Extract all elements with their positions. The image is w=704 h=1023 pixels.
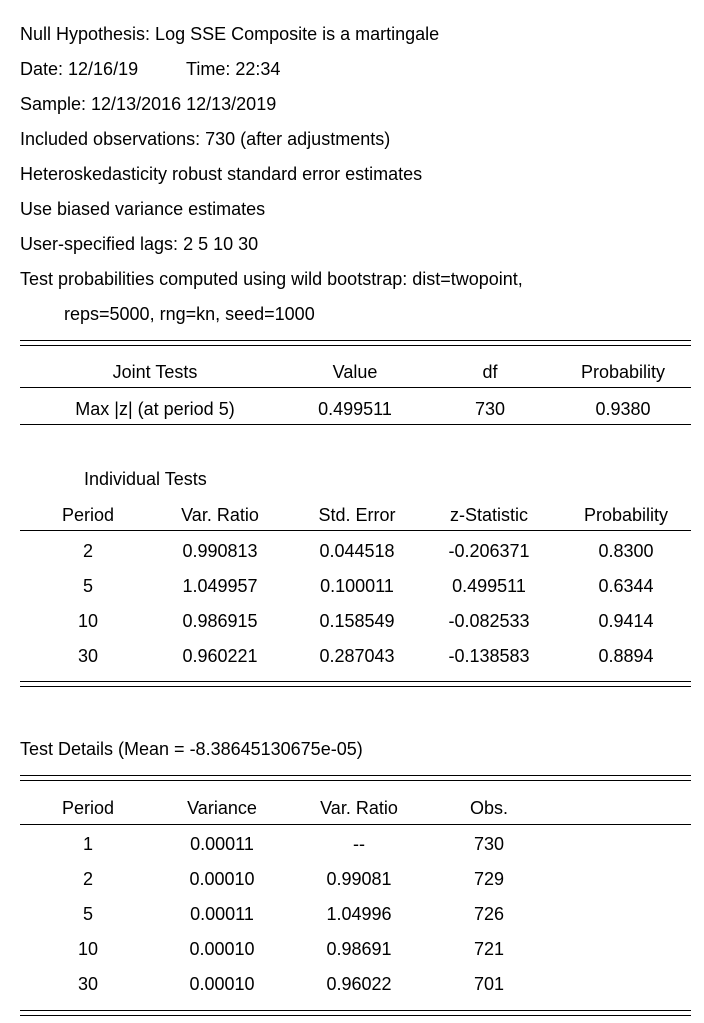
test-details-title: Test Details (Mean = -8.38645130675e-05) <box>20 739 363 759</box>
divider <box>20 775 691 776</box>
divider <box>20 1015 691 1016</box>
table-cell: 0.499511 <box>452 576 526 596</box>
column-header: Probability <box>583 505 669 525</box>
table-cell: 701 <box>473 974 505 994</box>
divider <box>20 530 691 531</box>
table-cell: 0.6344 <box>598 576 654 596</box>
column-header: df <box>482 362 498 382</box>
table-cell: 0.8300 <box>598 541 654 561</box>
column-header: Obs. <box>469 798 509 818</box>
table-cell: 730 <box>473 834 505 854</box>
table-cell: 1 <box>82 834 94 854</box>
table-cell: 0.8894 <box>598 646 654 666</box>
column-header: Std. Error <box>318 505 396 525</box>
column-header: Variance <box>187 798 257 818</box>
table-cell: -- <box>353 834 365 854</box>
time-label: Time: 22:34 <box>186 59 281 79</box>
table-cell: 0.100011 <box>320 576 394 596</box>
table-cell: 0.00011 <box>190 904 254 924</box>
sample-label: Sample: 12/13/2016 12/13/2019 <box>20 94 277 114</box>
divider <box>20 340 691 341</box>
table-cell: 5 <box>82 904 94 924</box>
table-cell: 0.990813 <box>182 541 258 561</box>
biased-variance-note: Use biased variance estimates <box>20 199 266 219</box>
divider <box>20 387 691 388</box>
table-cell: 0.99081 <box>326 869 392 889</box>
table-cell: 30 <box>77 974 99 994</box>
table-cell: 0.158549 <box>319 611 395 631</box>
table-cell: 10 <box>77 939 99 959</box>
table-cell: 1.04996 <box>326 904 392 924</box>
divider <box>20 681 691 682</box>
table-cell: 0.9414 <box>598 611 654 631</box>
table-cell: 726 <box>473 904 505 924</box>
table-cell: -0.082533 <box>448 611 530 631</box>
null-hypothesis: Null Hypothesis: Log SSE Composite is a martingale <box>20 24 440 44</box>
table-cell: 730 <box>474 399 506 419</box>
test-probabilities-line1: Test probabilities computed using wild bootstrap: dist=twopoint, <box>20 269 523 289</box>
divider <box>20 686 691 687</box>
divider <box>20 824 691 825</box>
table-cell: 0.986915 <box>182 611 258 631</box>
column-header: Period <box>61 798 115 818</box>
table-cell: 2 <box>82 869 94 889</box>
table-cell: 1.049957 <box>182 576 258 596</box>
column-header: z-Statistic <box>449 505 529 525</box>
column-header: Var. Ratio <box>320 798 398 818</box>
divider <box>20 1010 691 1011</box>
table-cell: 0.287043 <box>319 646 395 666</box>
table-cell: 0.499511 <box>318 399 392 419</box>
table-cell: 5 <box>82 576 94 596</box>
divider <box>20 780 691 781</box>
column-header: Value <box>332 362 378 382</box>
divider <box>20 345 691 346</box>
table-cell: 2 <box>82 541 94 561</box>
column-header: Joint Tests <box>112 362 198 382</box>
table-cell: 0.96022 <box>326 974 392 994</box>
date-label: Date: 12/16/19 <box>20 59 139 79</box>
table-cell: 0.00010 <box>189 974 255 994</box>
table-cell: -0.206371 <box>448 541 530 561</box>
table-cell: 10 <box>77 611 99 631</box>
table-cell: 0.960221 <box>182 646 258 666</box>
table-cell: 0.00010 <box>189 939 255 959</box>
divider <box>20 424 691 425</box>
table-cell: 0.9380 <box>595 399 651 419</box>
table-cell: 0.00011 <box>190 834 254 854</box>
table-cell: 729 <box>473 869 505 889</box>
column-header: Period <box>61 505 115 525</box>
column-header: Probability <box>580 362 666 382</box>
individual-tests-title: Individual Tests <box>84 469 207 489</box>
hetero-note: Heteroskedasticity robust standard error estimates <box>20 164 423 184</box>
test-probabilities-line2: reps=5000, rng=kn, seed=1000 <box>64 304 315 324</box>
table-cell: 0.98691 <box>326 939 392 959</box>
table-cell: Max |z| (at period 5) <box>75 399 235 419</box>
column-header: Var. Ratio <box>181 505 259 525</box>
table-cell: -0.138583 <box>448 646 530 666</box>
included-observations: Included observations: 730 (after adjustments) <box>20 129 391 149</box>
user-lags: User-specified lags: 2 5 10 30 <box>20 234 259 254</box>
table-cell: 0.00010 <box>189 869 255 889</box>
table-cell: 0.044518 <box>319 541 395 561</box>
table-cell: 721 <box>473 939 505 959</box>
table-cell: 30 <box>77 646 99 666</box>
